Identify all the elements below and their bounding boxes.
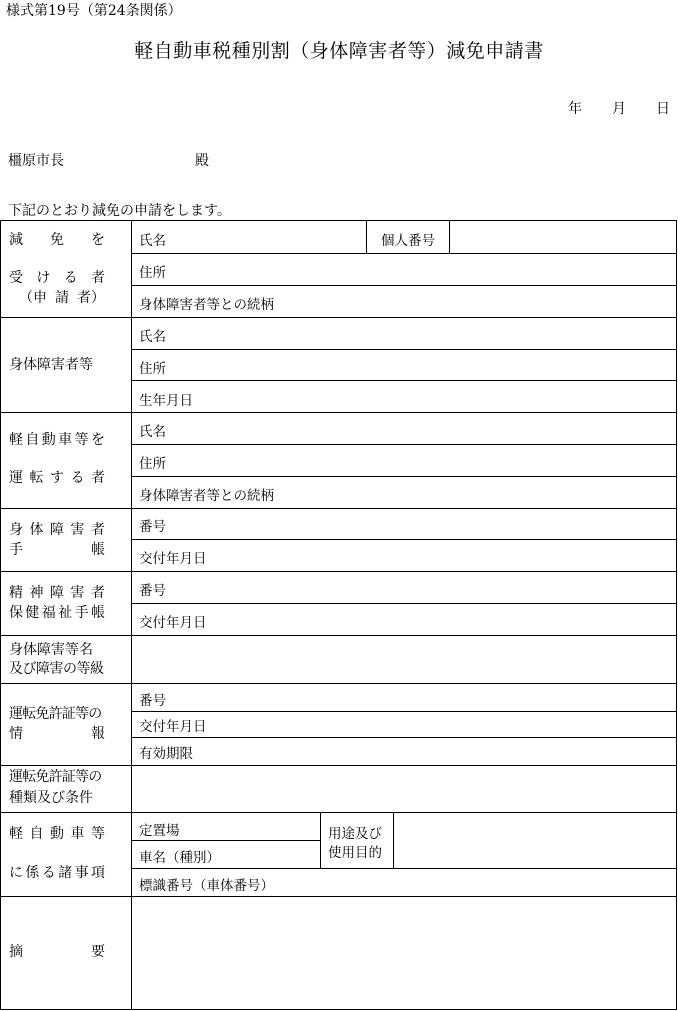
handbook-label-line2: 手 帳 <box>9 542 105 558</box>
date-day-label: 日 <box>656 101 670 117</box>
vehicle-storage-label: 定置場 <box>139 823 180 839</box>
driver-relation-label: 身体障害者等との続柄 <box>139 488 274 504</box>
license-expiry-label: 有効期限 <box>139 746 193 762</box>
form-number: 様式第19号（第24条関係） <box>6 3 182 19</box>
vehicle-usage-label-line1: 用途及び <box>328 826 382 842</box>
applicant-label-line3: （申 請 者） <box>19 290 105 306</box>
license-type-label-line2: 種類及び条件 <box>9 790 93 806</box>
applicant-name-label: 氏名 <box>139 233 166 249</box>
honorific: 殿 <box>195 153 209 169</box>
disabled-birthdate-label: 生年月日 <box>139 393 193 409</box>
vehicle-car-name-label: 車名（種別） <box>139 850 220 866</box>
mental-handbook-label-line1: 精 神 障 害 者 <box>9 585 105 601</box>
license-info-label-line1: 運転免許証等の <box>9 706 102 722</box>
vehicle-usage-label-line2: 使用目的 <box>328 845 382 861</box>
driver-address-label: 住所 <box>139 456 166 472</box>
date-month-label: 月 <box>612 101 626 117</box>
license-number-label: 番号 <box>139 693 166 709</box>
personal-number-label: 個人番号 <box>381 233 435 249</box>
addressee: 橿原市長 <box>8 153 64 169</box>
disabled-address-label: 住所 <box>139 361 166 377</box>
vehicle-label-line1: 軽 自 動 車 等 <box>9 826 105 842</box>
license-info-label-line2: 情 報 <box>9 726 105 742</box>
remarks-label: 摘 要 <box>9 944 105 960</box>
disability-grade-label-line2: 及び障害の等級 <box>9 661 104 677</box>
handbook-label-line1: 身 体 障 害 者 <box>9 522 105 538</box>
driver-name-label: 氏名 <box>139 424 166 440</box>
date-year-label: 年 <box>568 101 582 117</box>
page-title: 軽自動車税種別割（身体障害者等）減免申請書 <box>134 40 544 62</box>
intro-text: 下記のとおり減免の申請をします。 <box>8 203 231 219</box>
vehicle-label-line2: に 係 る 諸 事 項 <box>9 865 105 881</box>
driver-label-line2: 運 転 す る 者 <box>9 470 105 486</box>
license-issue-date-label: 交付年月日 <box>139 719 207 735</box>
disabled-person-label: 身体障害者等 <box>9 357 93 373</box>
disability-grade-label-line1: 身体障害等名 <box>9 642 93 658</box>
driver-label-line1: 軽 自 動 車 等 を <box>9 432 105 448</box>
disabled-name-label: 氏名 <box>139 329 166 345</box>
date-line <box>568 98 670 118</box>
handbook-number-label: 番号 <box>139 519 166 535</box>
vehicle-plate-label: 標識番号（車体番号） <box>139 878 274 894</box>
handbook-issue-date-label: 交付年月日 <box>139 551 207 567</box>
application-form-table <box>0 220 677 1010</box>
license-type-label-line1: 運転免許証等の <box>9 769 102 785</box>
mental-handbook-number-label: 番号 <box>139 583 166 599</box>
applicant-relation-label: 身体障害者等との続柄 <box>139 297 274 313</box>
applicant-address-label: 住所 <box>139 265 166 281</box>
applicant-label-line2: 受 け る 者 <box>9 270 105 286</box>
mental-handbook-label-line2: 保 健 福 祉 手 帳 <box>9 605 105 621</box>
applicant-label-line1: 減 免 を <box>9 232 105 248</box>
mental-handbook-issue-date-label: 交付年月日 <box>139 615 207 631</box>
